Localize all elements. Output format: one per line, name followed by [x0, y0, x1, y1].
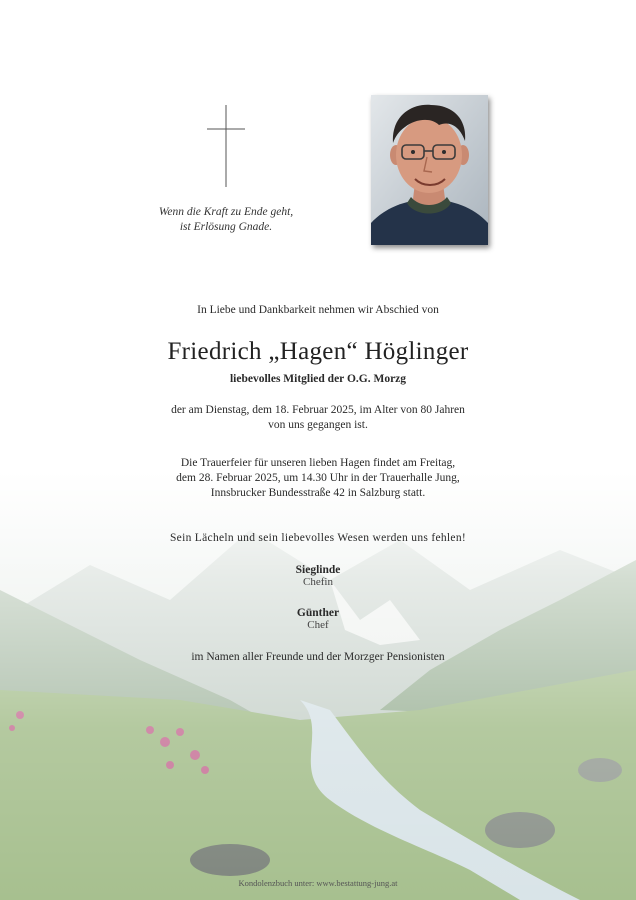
death-notice-line-2: von uns gegangen ist. [268, 419, 368, 431]
memorial-quote: Sein Lächeln und sein liebevolles Wesen werden uns fehlen! [169, 532, 466, 544]
motto-text [146, 205, 306, 235]
funeral-details [0, 456, 636, 501]
cross-icon [206, 105, 246, 187]
motto-line-1: Wenn die Kraft zu Ende geht, [158, 206, 294, 218]
intro-text: In Liebe und Dankbarkeit nehmen wir Abschied von [197, 304, 439, 316]
condolence-footer: Kondolenzbuch unter: www.bestattung-jung.at [238, 878, 398, 888]
deceased-name: Friedrich „Hagen“ Höglinger [167, 338, 469, 365]
motto-line-2: ist Erlösung Gnade. [179, 221, 273, 233]
portrait-photo [371, 95, 488, 245]
death-notice [0, 403, 636, 433]
funeral-line-1: Die Trauerfeier für unseren lieben Hagen findet am Freitag, [180, 457, 456, 469]
death-notice-line-1: der am Dienstag, dem 18. Februar 2025, im Alter von 80 Jahren [171, 404, 465, 416]
closing-text: im Namen aller Freunde und der Morzger Pensionisten [191, 651, 445, 663]
funeral-line-2: dem 28. Februar 2025, um 14.30 Uhr in der Trauerhalle Jung, [176, 472, 460, 484]
mourner-role: Chef [307, 619, 329, 631]
membership-subtitle: liebevolles Mitglied der O.G. Morzg [229, 373, 407, 385]
mourner-entry [0, 607, 636, 632]
mourner-name: Sieglinde [295, 564, 341, 576]
funeral-line-3: Innsbrucker Bundesstraße 42 in Salzburg statt. [210, 487, 426, 499]
mourner-name: Günther [296, 607, 340, 619]
mourner-role: Chefin [303, 576, 333, 588]
mourner-entry [0, 564, 636, 589]
